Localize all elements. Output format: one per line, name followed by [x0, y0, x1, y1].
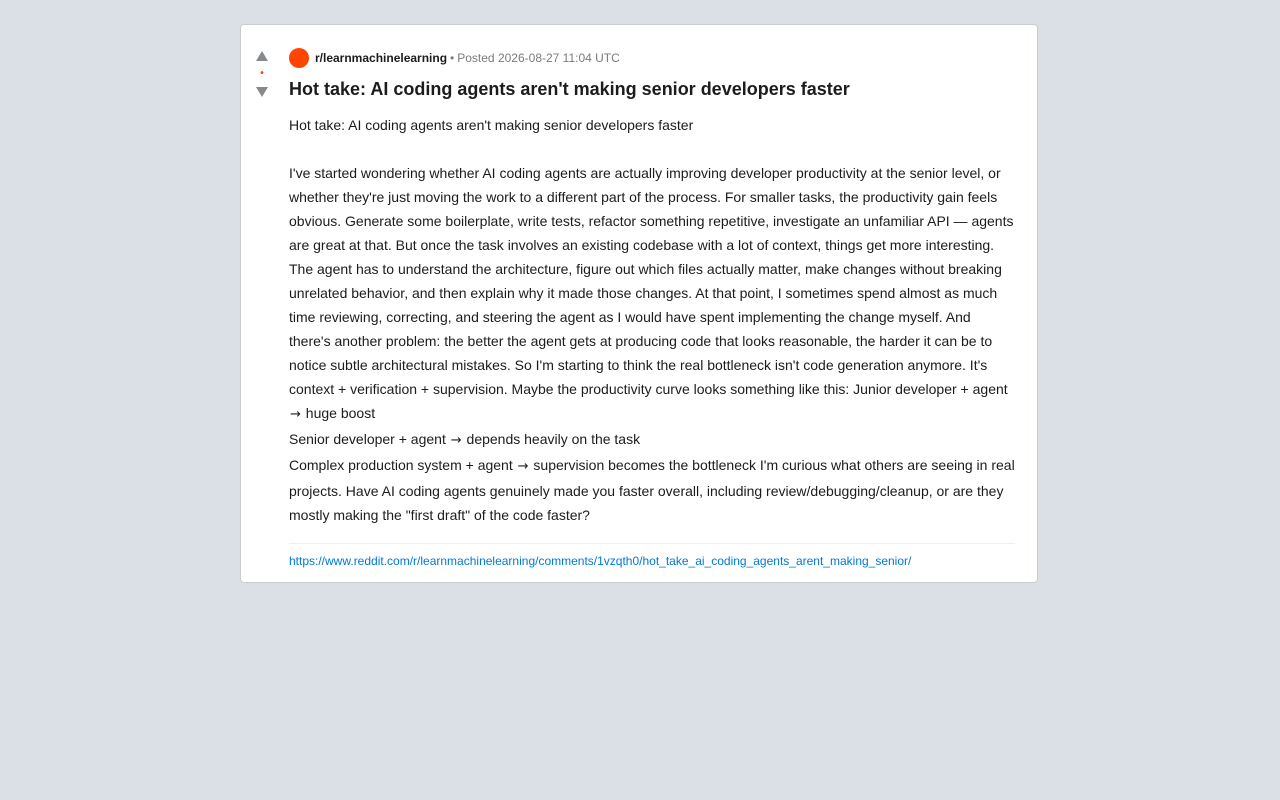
subreddit-avatar-icon[interactable] — [289, 48, 309, 68]
body-line3-before: Complex production system + agent — [289, 457, 513, 473]
meta-separator: • — [450, 51, 455, 65]
body-line3-after: supervision becomes the bottleneck I'm curious what others are seeing in real projects. Have AI coding agents genuinely made you faster overall, including review/debugging/cleanup, or are they mostly making the "first draft" of the code faster? — [289, 457, 1015, 523]
downvote-arrow-icon[interactable] — [252, 83, 272, 101]
upvote-arrow-icon[interactable] — [252, 47, 272, 65]
right-arrow-icon: → — [517, 459, 529, 474]
right-arrow-icon: → — [450, 433, 462, 448]
divider — [289, 543, 1015, 544]
subreddit-name[interactable]: r/learnmachinelearning — [315, 51, 448, 65]
body-line2-after: depends heavily on the task — [466, 431, 641, 447]
post-card — [240, 24, 1038, 583]
body-paragraph-text: I've started wondering whether AI coding agents are actually improving developer productivity at the senior level, or whether they're just moving the work to a different part of the process. For smaller tasks, the productivity gain feels obvious. Generate some boilerplate, write tests, refactor something repetitive, investigate an unfamiliar API — agents are great at that. But once the task involves an existing codebase with a lot of context, things get more interesting. The agent has to understand the architecture, figure out which files actually matter, make changes without breaking unrelated behavior, and then explain why it made those changes. At that point, I sometimes spend almost as much time reviewing, correcting, and steering the agent as I would have spent implementing the change myself. And there's another problem: the better the agent gets at producing code that looks reasonable, the harder it can be to notice subtle architectural mistakes. So I'm starting to think the real bottleneck isn't code generation anymore. It's context + verification + supervision. Maybe the productivity curve looks something like this: Junior developer + agent — [289, 165, 1014, 397]
vote-score: • — [260, 68, 264, 79]
upvote-triangle — [255, 49, 269, 63]
downvote-triangle — [255, 85, 269, 99]
post-title[interactable]: Hot take: AI coding agents aren't making senior developers faster — [289, 79, 850, 99]
body-line1-after: huge boost — [305, 405, 376, 421]
body-line-complex — [289, 453, 1015, 527]
body-first-line: Hot take: AI coding agents aren't making senior developers faster — [289, 117, 694, 133]
body-line2-before: Senior developer + agent — [289, 431, 446, 447]
posted-label: Posted — [457, 51, 495, 65]
post-permalink[interactable]: https://www.reddit.com/r/learnmachinelearning/comments/1vzqth0/hot_take_ai_coding_agents_arent_making_senior/ — [289, 554, 912, 568]
post-meta — [289, 47, 1015, 69]
body-paragraph — [289, 161, 1015, 427]
right-arrow-icon: → — [290, 407, 301, 422]
body-line-senior — [289, 427, 1015, 453]
vote-column — [241, 47, 283, 101]
body-blank-line — [289, 137, 1015, 161]
post-body — [289, 113, 1015, 527]
post-content — [289, 47, 1015, 570]
posted-timestamp: 2026-08-27 11:04 UTC — [497, 51, 620, 65]
